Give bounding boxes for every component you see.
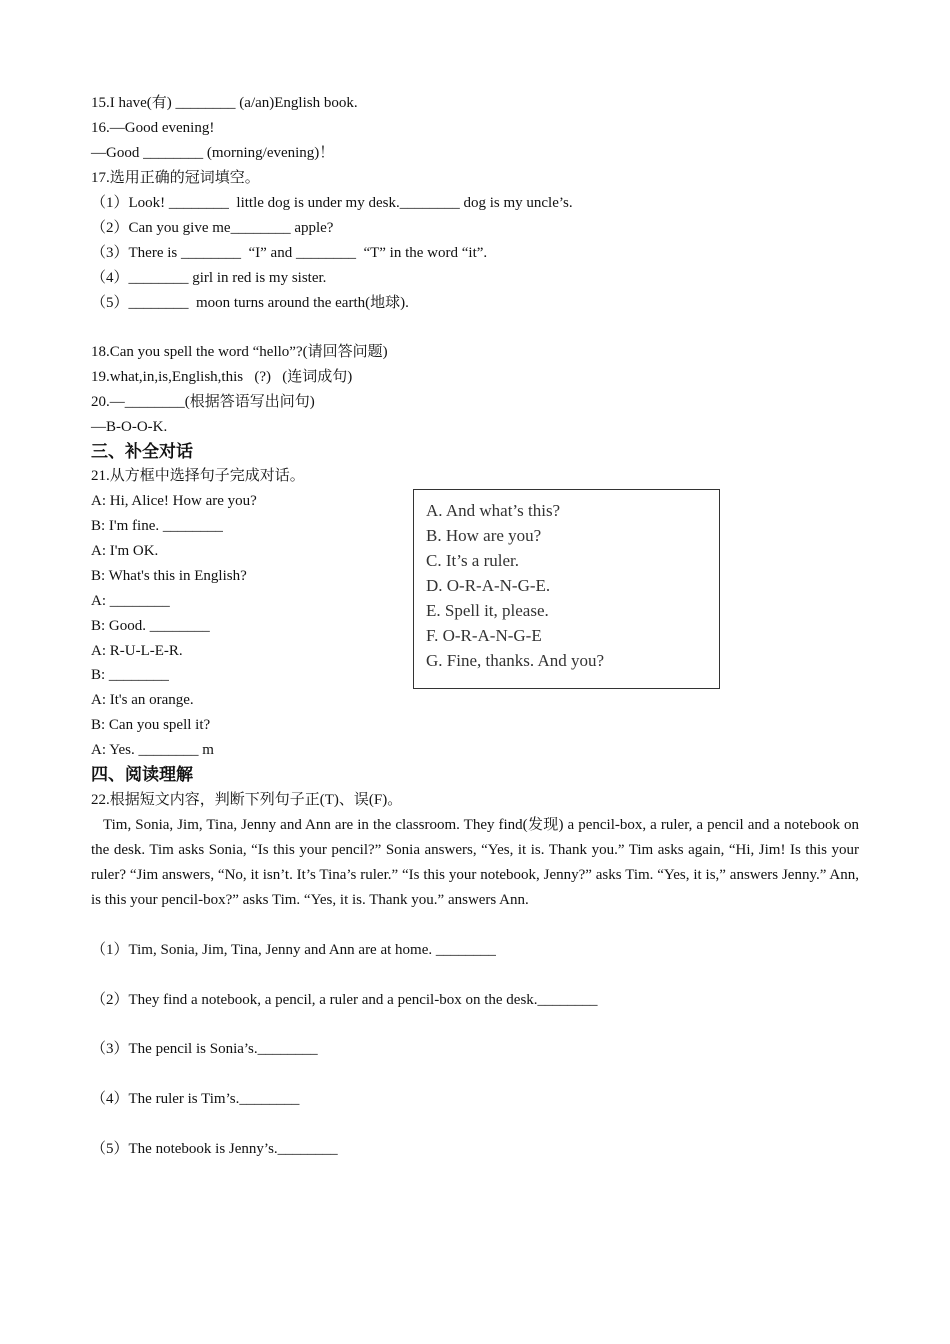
statement: （3）The pencil is Sonia’s.________	[91, 1041, 318, 1057]
option-item: E. Spell it, please.	[426, 601, 549, 620]
question-19: 19.what,in,is,English,this (?) (连词成句)	[91, 369, 353, 385]
dialogue-line: A: I'm OK.	[91, 543, 159, 559]
question-15: 15.I have(有) ________ (a/an)English book.	[91, 95, 358, 111]
statement: （1）Tim, Sonia, Jim, Tina, Jenny and Ann are at home. ________	[91, 942, 496, 958]
question-17-item: （5）________ moon turns around the earth(地球).	[91, 295, 409, 311]
question-17-item: （4）________ girl in red is my sister.	[91, 270, 327, 286]
question-18: 18.Can you spell the word “hello”?(请回答问题)	[91, 344, 388, 360]
statement: （2）They find a notebook, a pencil, a ruler and a pencil-box on the desk.________	[91, 992, 598, 1008]
dialogue-line: B: ________	[91, 667, 169, 683]
statement: （4）The ruler is Tim’s.________	[91, 1091, 300, 1107]
dialogue-line: A: R-U-L-E-R.	[91, 643, 183, 659]
dialogue-line: A: Yes. ________ m	[91, 742, 214, 758]
option-item: G. Fine, thanks. And you?	[426, 651, 605, 670]
dialogue-line: B: What's this in English?	[91, 568, 247, 584]
question-20-line-2: —B-O-O-K.	[91, 419, 168, 435]
question-22-title: 22.根据短文内容，判断下列句子正(T)、误(F)。	[91, 792, 403, 808]
question-17-item: （2）Can you give me________ apple?	[91, 220, 334, 236]
statement: （5）The notebook is Jenny’s.________	[91, 1141, 338, 1157]
question-17-item: （3）There is ________ “I” and ________ “T” in the word “it”.	[91, 245, 488, 261]
option-item: F. O-R-A-N-G-E	[426, 626, 542, 645]
dialogue-line: A: Hi, Alice! How are you?	[91, 493, 257, 509]
question-16-line-2: —Good ________ (morning/evening)！	[91, 145, 335, 161]
question-20-line-1: 20.—________(根据答语写出问句)	[91, 394, 315, 410]
option-item: A. And what’s this?	[426, 501, 561, 520]
section-4-heading: 四、阅读理解	[91, 765, 193, 785]
reading-passage: Tim, Sonia, Jim, Tina, Jenny and Ann are in the classroom. They find(发现) a pencil-box, a ruler, a pencil and a notebook on the desk. Tim asks Sonia, “Is this your pencil?” Sonia answers, “Yes, it is. Thank you.” Tim asks again, “Hi, Jim! Is this your ruler? “Jim answers, “No, it isn’t. It’s Tina’s ruler.” “Is this your notebook, Jenny?” asks Tim. “Yes, it is,” answers Jenny.” Ann, is this your pencil-box?” asks Tim. “Yes, it is. Thank you.” answers Ann.	[91, 817, 859, 908]
question-21-title: 21.从方框中选择句子完成对话。	[91, 468, 305, 484]
option-item: C. It’s a ruler.	[426, 551, 520, 570]
dialogue-line: A: It's an orange.	[91, 692, 194, 708]
section-3-heading: 三、补全对话	[91, 442, 193, 462]
dialogue-line: B: Good. ________	[91, 618, 210, 634]
question-17-title: 17.选用正确的冠词填空。	[91, 170, 260, 186]
dialogue-line: B: I'm fine. ________	[91, 518, 223, 534]
question-16-line-1: 16.—Good evening!	[91, 120, 215, 136]
dialogue-line: B: Can you spell it?	[91, 717, 211, 733]
option-item: B. How are you?	[426, 526, 542, 545]
dialogue-line: A: ________	[91, 593, 170, 609]
question-17-item: （1）Look! ________ little dog is under my desk.________ dog is my uncle’s.	[91, 195, 573, 211]
options-box	[413, 489, 720, 689]
option-item: D. O-R-A-N-G-E.	[426, 576, 551, 595]
